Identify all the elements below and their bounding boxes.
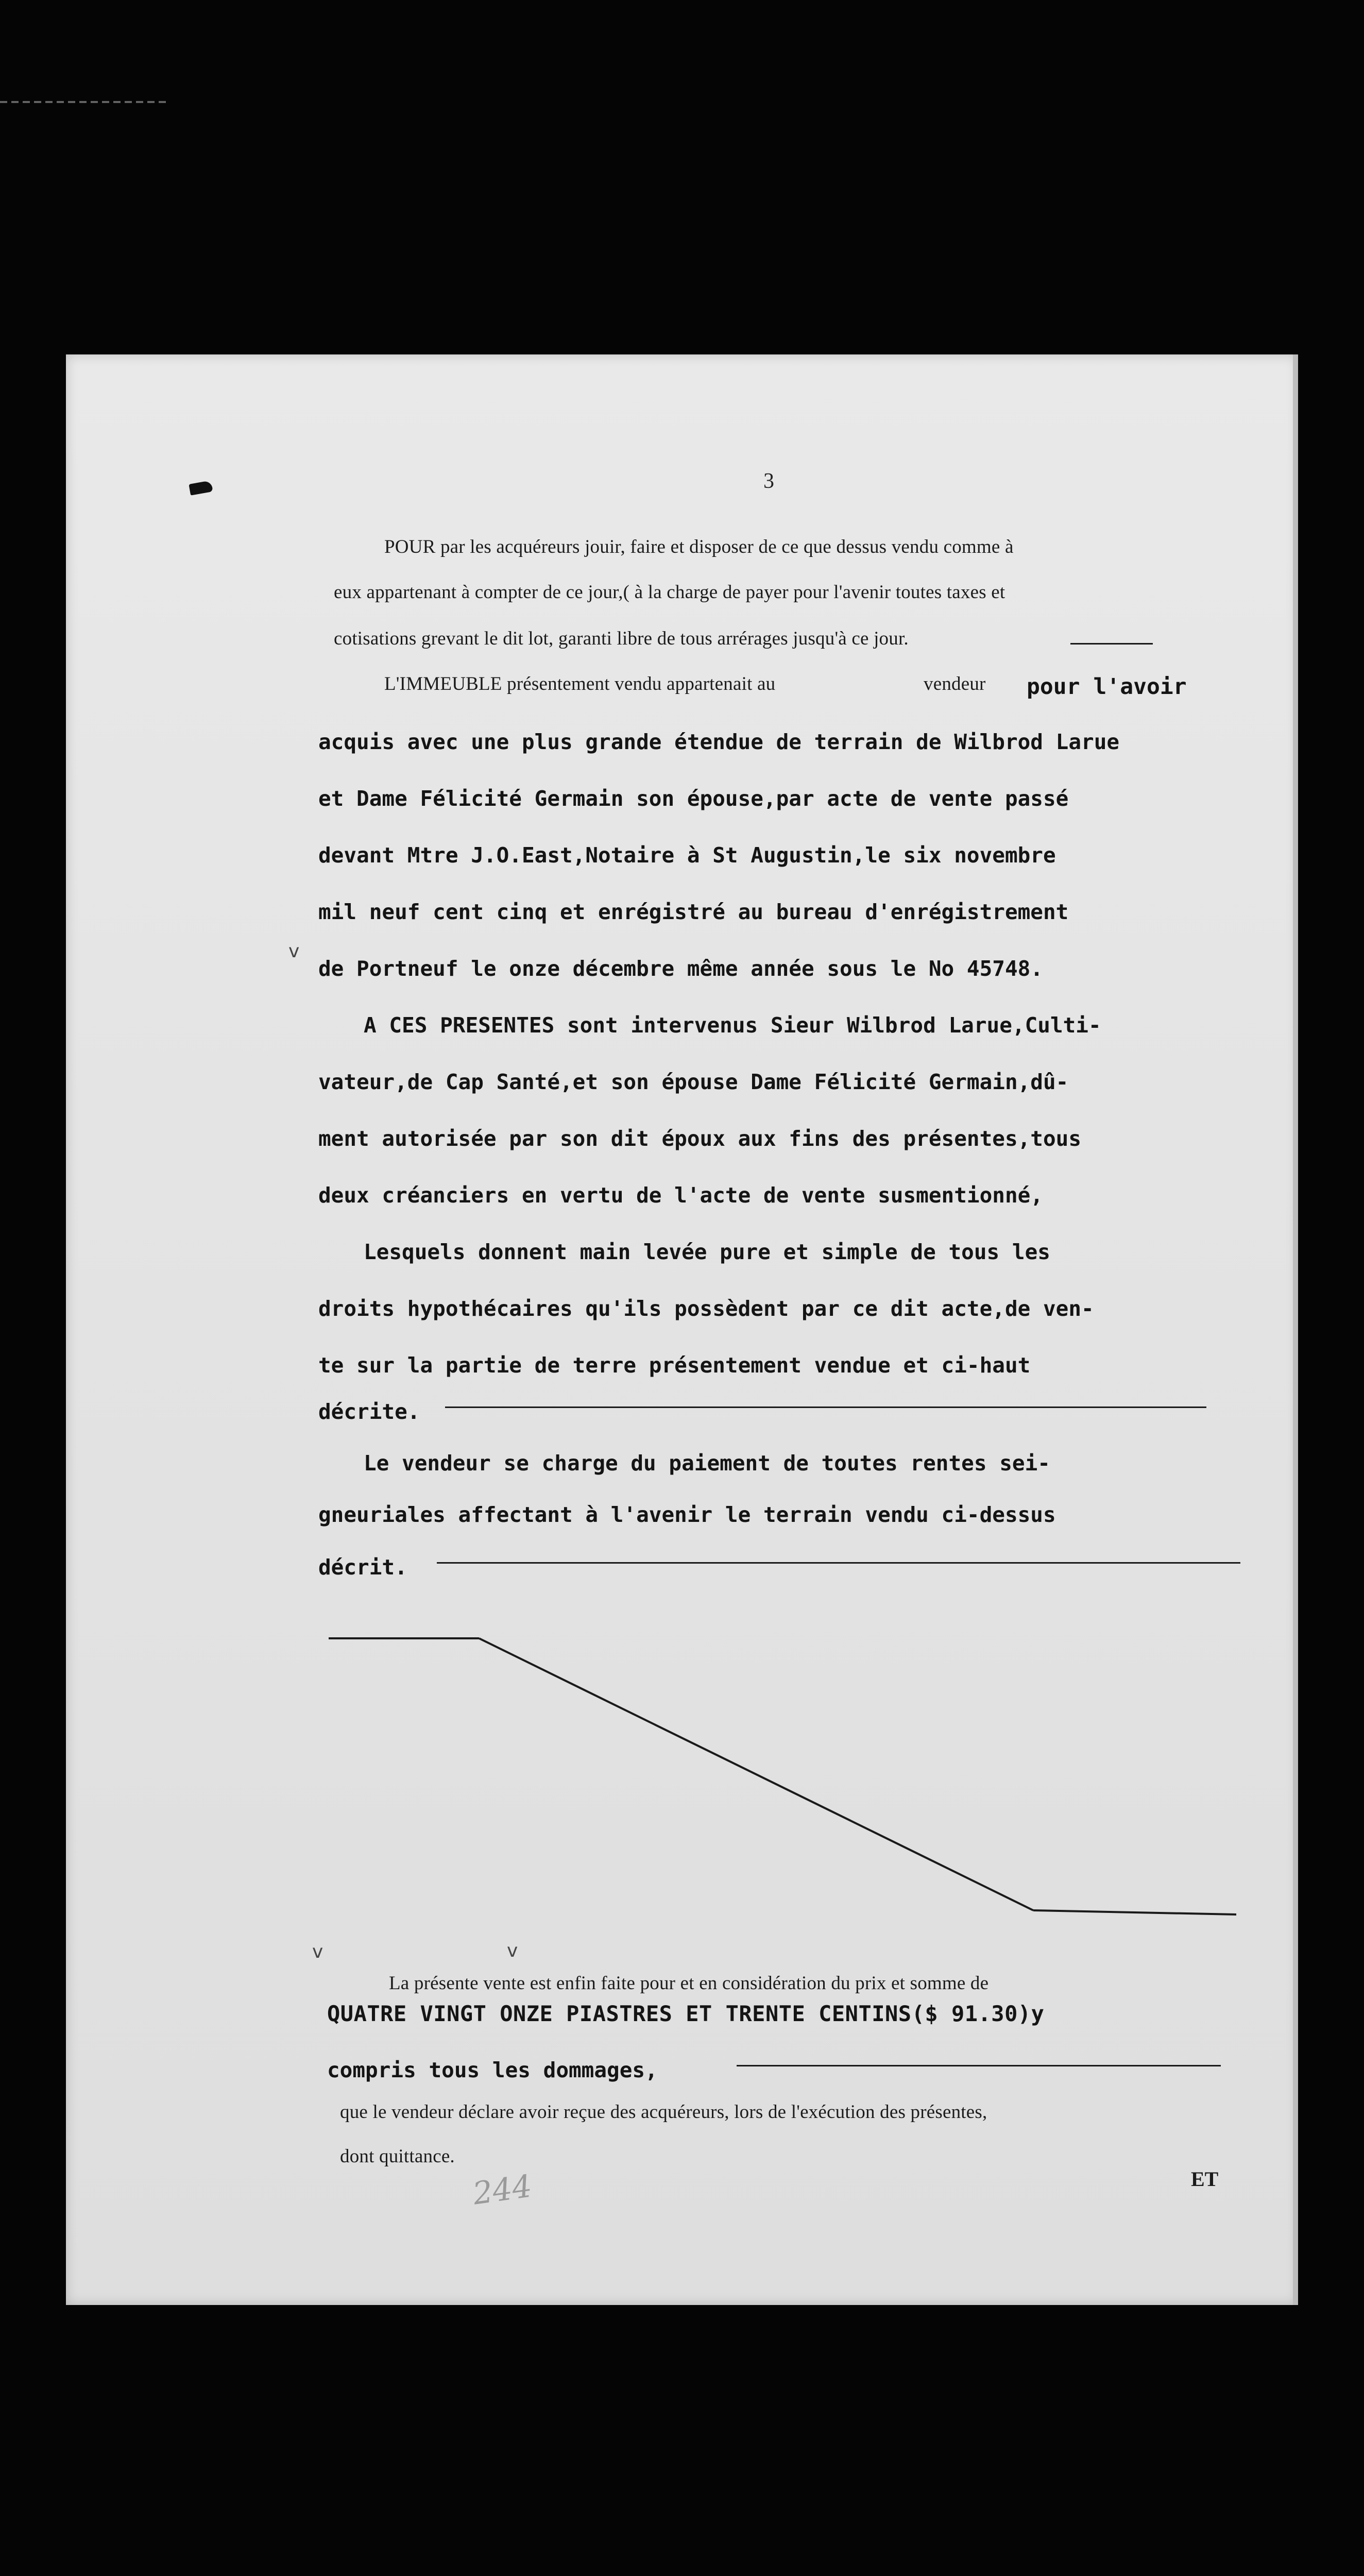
mainlevee-line-1: Lesquels donnent main levée pure et simple de tous les (364, 1240, 1050, 1264)
checkmark: v (507, 1940, 518, 1961)
immeuble-typed-line-1: pour l'avoir (1027, 674, 1187, 700)
rentes-line-2: gneuriales affectant à l'avenir le terrain vendu ci-dessus (318, 1502, 1056, 1527)
cancellation-line-diagonal (479, 1638, 1033, 1910)
continuation-mark: ET (1191, 2167, 1219, 2191)
immeuble-typed-line-2: acquis avec une plus grande étendue de terrain de Wilbrod Larue (318, 730, 1120, 754)
mainlevee-line-2: droits hypothécaires qu'ils possèdent par ce dit acte,de ven- (318, 1296, 1094, 1321)
rentes-line-3: décrit. (318, 1555, 407, 1580)
pour-line-3: cotisations grevant le dit lot, garanti libre de tous arrérages jusqu'à ce jour. (334, 628, 909, 649)
immeuble-typed-line-6: de Portneuf le onze décembre même année sous le No 45748. (318, 956, 1043, 981)
page-number: 3 (763, 469, 774, 493)
checkmark: v (288, 941, 300, 962)
intervenus-line-1: A CES PRESENTES sont intervenus Sieur Wilbrod Larue,Culti- (364, 1013, 1101, 1038)
pour-line-2: eux appartenant à compter de ce jour,( à la charge de payer pour l'avenir toutes taxes et (334, 582, 1005, 603)
immeuble-typed-line-3: et Dame Félicité Germain son épouse,par acte de vente passé (318, 786, 1069, 811)
checkmark: v (312, 1941, 323, 1962)
immeuble-typed-line-4: devant Mtre J.O.East,Notaire à St Augustin,le six novembre (318, 843, 1056, 868)
immeuble-vendeur: vendeur (924, 673, 986, 694)
mainlevee-line-4: décrite. (318, 1399, 420, 1424)
quittance-line-1: que le vendeur déclare avoir reçue des acquéreurs, lors de l'exécution des présentes, (340, 2102, 987, 2123)
intervenus-line-2: vateur,de Cap Santé,et son épouse Dame Félicité Germain,dû- (318, 1070, 1069, 1094)
mainlevee-line-3: te sur la partie de terre présentement vendue et ci-haut (318, 1353, 1031, 1378)
rentes-line-1: Le vendeur se charge du paiement de toutes rentes sei- (364, 1451, 1050, 1476)
prix-dommages-line: compris tous les dommages, (327, 2058, 658, 2082)
pour-line-1: POUR par les acquéreurs jouir, faire et disposer de ce que dessus vendu comme à (384, 536, 1014, 557)
prix-amount-line: QUATRE VINGT ONZE PIASTRES ET TRENTE CENTINS($ 91.30)y (327, 2001, 1045, 2026)
cancellation-line-right (1033, 1910, 1236, 1914)
intervenus-line-4: deux créanciers en vertu de l'acte de vente susmentionné, (318, 1183, 1043, 1208)
prix-intro: La présente vente est enfin faite pour et en considération du prix et somme de (389, 1973, 989, 1994)
immeuble-typed-line-5: mil neuf cent cinq et enrégistré au bureau d'enrégistrement (318, 900, 1069, 924)
intervenus-line-3: ment autorisée par son dit époux aux fins des présentes,tous (318, 1126, 1082, 1151)
handwritten-note: 244 (470, 2168, 534, 2212)
quittance-line-2: dont quittance. (340, 2146, 455, 2167)
immeuble-intro: L'IMMEUBLE présentement vendu appartenait au (384, 673, 776, 694)
